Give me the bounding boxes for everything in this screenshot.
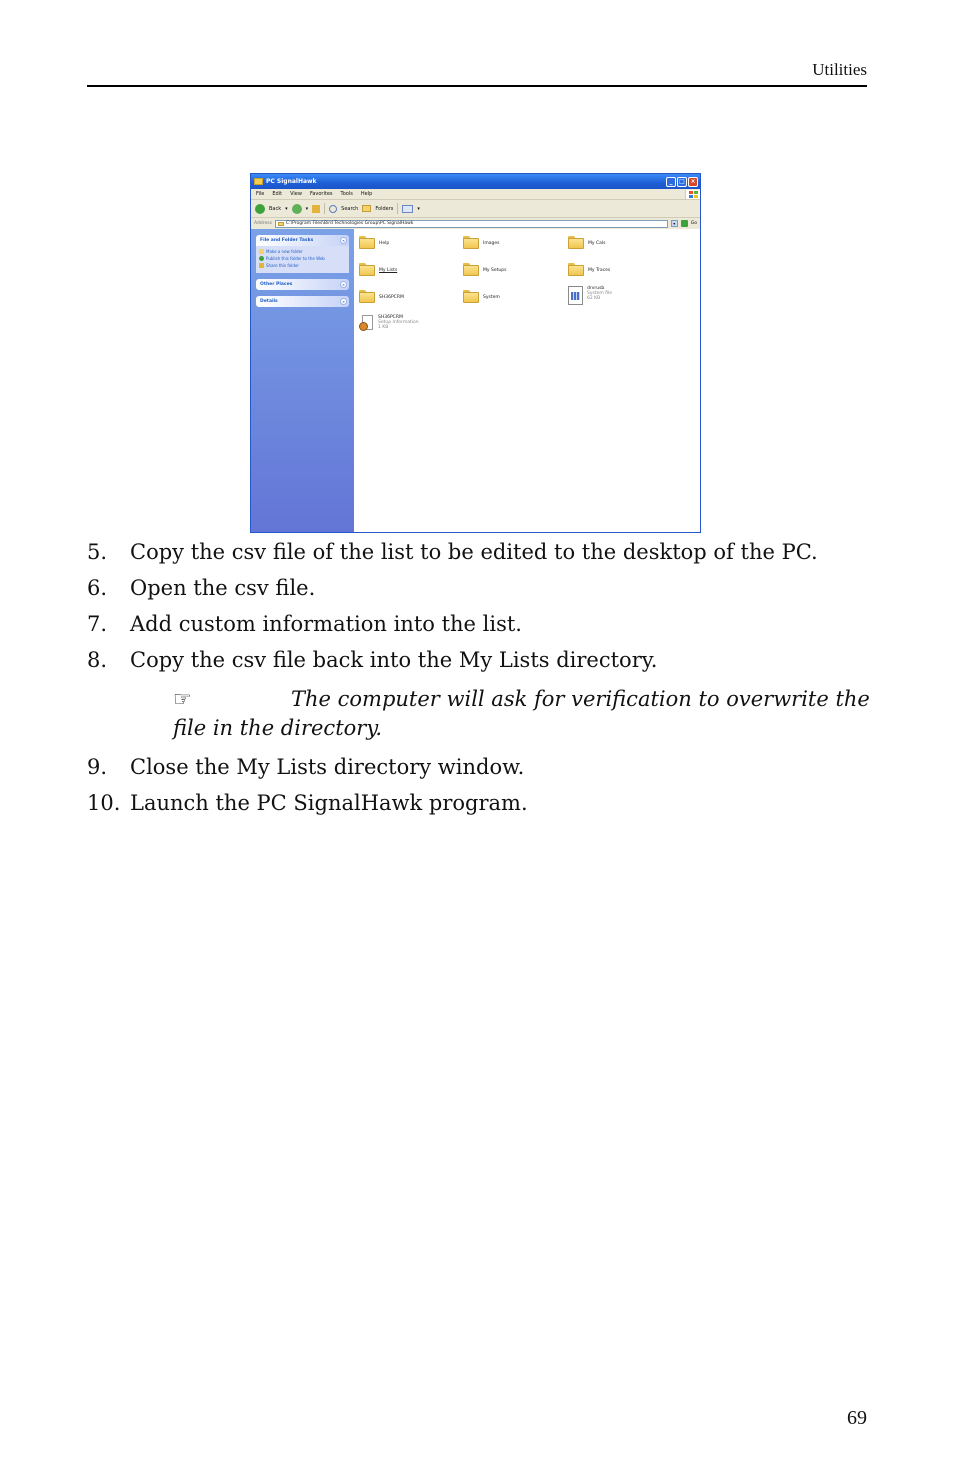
folder-icon bbox=[463, 263, 479, 276]
task-panel-header[interactable] bbox=[256, 279, 349, 290]
step-text: Copy the csv file back into the My Lists directory. bbox=[130, 648, 658, 672]
folder-item-my-setups[interactable] bbox=[463, 263, 506, 276]
task-label: Publish this folder to the Web bbox=[266, 256, 325, 261]
file-item-sh36pcrm-setup[interactable] bbox=[359, 315, 419, 332]
go-arrow-icon[interactable] bbox=[681, 220, 688, 227]
item-name: My Lists bbox=[379, 268, 398, 273]
step-list bbox=[87, 749, 867, 821]
file-folder-tasks-panel bbox=[256, 235, 349, 273]
toolbar-separator bbox=[397, 203, 398, 214]
up-folder-icon[interactable] bbox=[312, 205, 320, 213]
menu-favorites[interactable]: Favorites bbox=[309, 191, 333, 197]
item-name: System bbox=[483, 295, 500, 300]
item-type: System file bbox=[587, 291, 613, 296]
search-icon[interactable] bbox=[329, 205, 337, 213]
item-size: 1 KB bbox=[378, 325, 389, 330]
views-icon[interactable] bbox=[402, 205, 413, 213]
toolbar-separator bbox=[324, 203, 325, 214]
task-panel-body bbox=[256, 246, 349, 273]
collapse-icon[interactable]: « bbox=[340, 237, 347, 244]
menu-file[interactable]: File bbox=[256, 191, 265, 197]
step-text: Add custom information into the list. bbox=[130, 612, 522, 636]
folder-icon bbox=[359, 290, 375, 303]
task-share-folder[interactable] bbox=[259, 263, 346, 268]
maximize-icon[interactable]: □ bbox=[677, 177, 687, 187]
explorer-body bbox=[251, 229, 700, 532]
file-item-drvrusb[interactable] bbox=[568, 286, 612, 305]
item-name: drvrusb bbox=[587, 286, 605, 291]
back-button-label[interactable]: Back bbox=[269, 205, 282, 212]
item-name: My Setups bbox=[483, 268, 507, 273]
step-number: 7. bbox=[87, 612, 108, 636]
address-path: C:\Program Files\Bird Technologies Group\PC SignalHawk bbox=[285, 221, 414, 226]
step-text: Open the csv file. bbox=[130, 576, 316, 600]
folder-icon bbox=[463, 290, 479, 303]
folder-item-help[interactable] bbox=[359, 236, 389, 249]
close-icon[interactable]: × bbox=[688, 177, 698, 187]
item-name: My Cals bbox=[588, 241, 606, 246]
list-item bbox=[87, 606, 867, 642]
task-panel-title: File and Folder Tasks bbox=[260, 238, 314, 243]
list-item bbox=[87, 642, 867, 678]
back-arrow-icon[interactable] bbox=[255, 204, 265, 214]
task-label: Share this folder bbox=[266, 263, 299, 268]
folder-icon bbox=[568, 236, 584, 249]
step-number: 8. bbox=[87, 648, 108, 672]
minimize-icon[interactable]: _ bbox=[666, 177, 676, 187]
other-places-panel bbox=[256, 279, 349, 290]
note-text: The computer will ask for verification to overwrite the file in the directory. bbox=[173, 687, 870, 740]
folder-item-system[interactable] bbox=[463, 290, 500, 303]
chevron-down-icon[interactable]: ▾ bbox=[285, 205, 288, 212]
folder-icon bbox=[278, 222, 284, 226]
new-folder-icon bbox=[259, 249, 264, 254]
chevron-down-icon[interactable]: ▾ bbox=[417, 205, 420, 212]
share-icon bbox=[259, 263, 264, 268]
item-type: Setup Information bbox=[378, 320, 419, 325]
step-text: Copy the csv file of the list to be edited to the desktop of the PC. bbox=[130, 540, 818, 564]
toolbar bbox=[251, 200, 700, 218]
window-title: PC SignalHawk bbox=[266, 178, 317, 185]
folders-button-label[interactable]: Folders bbox=[375, 205, 394, 212]
item-name: Images bbox=[483, 241, 500, 246]
page-header-title: Utilities bbox=[812, 60, 867, 79]
expand-icon[interactable]: » bbox=[340, 298, 347, 305]
item-name: SH36PCRM bbox=[379, 295, 404, 300]
step-number: 9. bbox=[87, 755, 108, 779]
task-panel-header[interactable] bbox=[256, 296, 349, 307]
folder-icon bbox=[463, 236, 479, 249]
setup-information-icon bbox=[359, 315, 374, 332]
task-sidebar bbox=[251, 229, 354, 532]
search-button-label[interactable]: Search bbox=[341, 205, 359, 212]
item-name: My Traces bbox=[588, 268, 611, 273]
task-panel-header[interactable] bbox=[256, 235, 349, 246]
system-file-icon bbox=[568, 286, 583, 305]
item-size: 62 KB bbox=[587, 296, 601, 301]
folder-icon bbox=[568, 263, 584, 276]
folder-item-images[interactable] bbox=[463, 236, 499, 249]
chevron-down-icon[interactable]: ▾ bbox=[305, 205, 309, 212]
task-make-folder[interactable] bbox=[259, 249, 346, 254]
step-number: 6. bbox=[87, 576, 108, 600]
task-panel-title: Details bbox=[260, 299, 278, 304]
pointing-hand-icon: ☞ bbox=[173, 687, 192, 711]
task-panel-title: Other Places bbox=[260, 282, 293, 287]
file-list bbox=[354, 229, 700, 532]
address-input[interactable] bbox=[275, 220, 668, 228]
step-number: 5. bbox=[87, 540, 108, 564]
item-name: Help bbox=[379, 241, 390, 246]
menu-bar bbox=[251, 189, 700, 200]
step-text: Launch the PC SignalHawk program. bbox=[130, 791, 528, 815]
page-number: 69 bbox=[847, 1407, 867, 1429]
item-name: SH36PCRM bbox=[378, 315, 403, 320]
list-item bbox=[87, 534, 867, 570]
folder-icon bbox=[359, 236, 375, 249]
chevron-down-icon[interactable]: ▾ bbox=[671, 220, 678, 227]
address-label: Address bbox=[254, 221, 272, 226]
windows-logo-icon bbox=[685, 190, 700, 199]
folder-item-sh36pcrm[interactable] bbox=[359, 290, 404, 303]
step-text: Close the My Lists directory window. bbox=[130, 755, 525, 779]
go-button-label[interactable]: Go bbox=[690, 221, 697, 226]
folder-item-my-traces[interactable] bbox=[568, 263, 610, 276]
explorer-window-screenshot bbox=[250, 173, 701, 533]
folder-item-my-cals[interactable] bbox=[568, 236, 605, 249]
task-publish-web[interactable] bbox=[259, 256, 346, 261]
folder-item-my-lists[interactable] bbox=[359, 263, 397, 276]
globe-icon bbox=[259, 256, 264, 261]
list-item bbox=[87, 570, 867, 606]
header-rule bbox=[87, 85, 867, 87]
menu-edit[interactable]: Edit bbox=[272, 191, 283, 197]
forward-arrow-icon[interactable] bbox=[292, 204, 302, 214]
task-label: Make a new folder bbox=[266, 249, 303, 254]
menu-help[interactable]: Help bbox=[360, 191, 373, 197]
menu-tools[interactable]: Tools bbox=[340, 191, 353, 197]
menu-view[interactable]: View bbox=[290, 191, 302, 197]
folders-icon[interactable] bbox=[362, 205, 371, 212]
folder-icon bbox=[359, 263, 375, 276]
note bbox=[173, 685, 873, 743]
list-item bbox=[87, 749, 867, 785]
step-number: 10. bbox=[87, 791, 121, 815]
details-panel bbox=[256, 296, 349, 307]
expand-icon[interactable]: » bbox=[340, 281, 347, 288]
folder-icon bbox=[254, 178, 263, 185]
step-list bbox=[87, 534, 867, 678]
window-titlebar bbox=[251, 174, 700, 189]
list-item bbox=[87, 785, 867, 821]
